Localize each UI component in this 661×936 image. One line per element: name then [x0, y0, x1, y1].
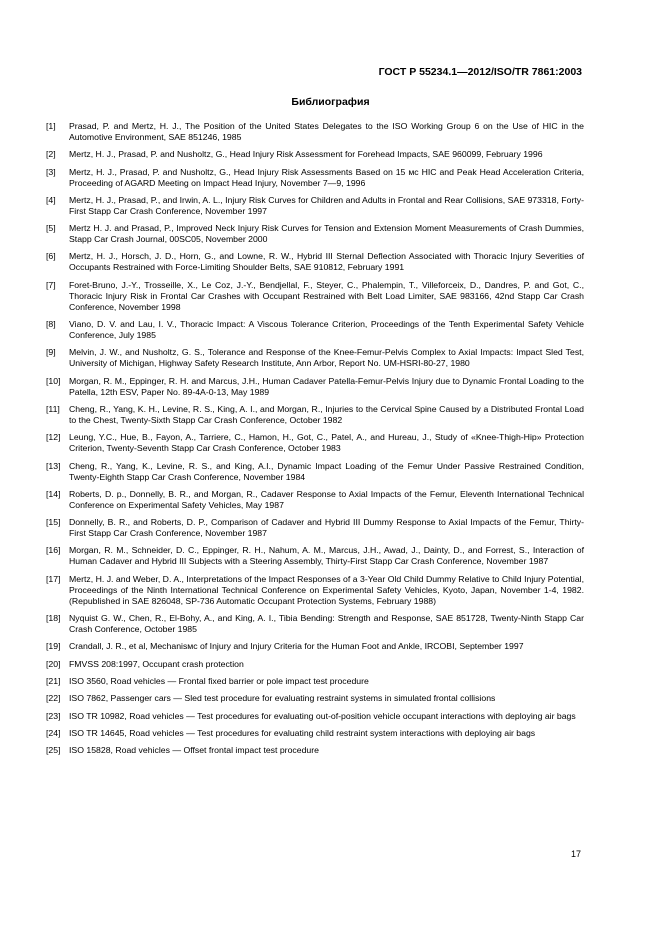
- reference-text: Mertz, H. J., Prasad, P., and Irwin, A. L., Injury Risk Curves for Children and Adults in Frontal and Rear Collisions, SAE 973318, Forty-First Stapp Car Crash Conference, November 1997: [69, 194, 584, 216]
- reference-number: [19]: [46, 641, 61, 652]
- reference-text: Cheng, R., Yang, K., Levine, R. S., and King, A.I., Dynamic Impact Loading of the Femur Under Passive Restrained Condition, Twenty-Eighth Stapp Car Crash Conference, November 1984: [69, 460, 584, 482]
- reference-number: [16]: [46, 545, 61, 556]
- reference-item: [46, 545, 584, 567]
- reference-text: Mertz, H. J., Prasad, P. and Nusholtz, G., Head Injury Risk Assessment for Forehead Impacts, SAE 960099, February 1996: [69, 149, 543, 160]
- reference-number: [22]: [46, 693, 61, 704]
- reference-item: [46, 728, 584, 739]
- reference-number: [11]: [46, 403, 60, 414]
- reference-text: Mertz, H. J., Horsch, J. D., Horn, G., and Lowne, R. W., Hybrid III Sternal Deflection Associated with Thoracic Injury Severities of Occupants Restrained with Force-Limiting Shoulder Belts, SAE 910812, February 1991: [69, 251, 584, 273]
- reference-number: [1]: [46, 121, 56, 131]
- reference-item: [46, 195, 584, 217]
- reference-text: ISO 7862, Passenger cars — Sled test procedure for evaluating restraint systems in simulated frontal collisions: [69, 693, 496, 704]
- reference-item: [46, 251, 584, 273]
- reference-number: [21]: [46, 675, 61, 686]
- reference-text: Melvin, J. W., and Nusholtz, G. S., Tolerance and Response of the Knee-Femur-Pelvis Complex to Axial Impacts: Impact Sled Test, University of Michigan, Highway Safety Research Institute, Ann Arbor, Report No. UM-HSRI-80-27, 1980: [69, 347, 584, 369]
- reference-text: Roberts, D. p., Donnelly, B. R., and Morgan, R., Cadaver Response to Axial Impacts of the Femur, Eleventh International Technical Conference on Experimental Safety Vehicles, May 1987: [69, 488, 584, 510]
- reference-item: [46, 432, 584, 454]
- reference-text: Viano, D. V. and Lau, I. V., Thoracic Impact: A Viscous Tolerance Criterion, Proceedings of the Tenth Experimental Safety Vehicle Conference, July 1985: [69, 319, 584, 341]
- reference-item: [46, 659, 584, 670]
- reference-text: ISO TR 10982, Road vehicles — Test procedures for evaluating out-of-position vehicle occupant interactions with deploying air bags: [69, 710, 576, 721]
- reference-text: Morgan, R. M., Schneider, D. C., Eppinger, R. H., Nahum, A. M., Marcus, J.H., Awad, J., Dainty, D., and Forrest, S., Interaction of Human Cadaver and Hybrid III Subjects with a Steering Assembly, Thirty-First Stapp Car Crash Conference, November 1987: [69, 545, 584, 567]
- reference-text: ISO 15828, Road vehicles — Offset frontal impact test procedure: [69, 745, 319, 756]
- reference-item: [46, 517, 584, 539]
- reference-item: [46, 711, 584, 722]
- reference-text: Leung, Y.C., Hue, B., Fayon, A., Tarriere, C., Hamon, H., Got, C., Patel, A., and Hureau, J., Study of «Knee-Thigh-Hip» Protection Criterion, Twenty-Seventh Stapp Car Crash Conference, October 1983: [69, 432, 584, 454]
- reference-number: [25]: [46, 745, 61, 756]
- reference-number: [6]: [46, 251, 56, 262]
- reference-text: Mertz, H. J., Prasad, P. and Nusholtz, G., Head Injury Risk Assessments Based on 15 мс HIC and Peak Head Acceleration Criteria, Proceeding of AGARD Meeting on Impact Head Injury, November 7—9, 1996: [69, 166, 584, 188]
- reference-text: Mertz, H. J. and Weber, D. A., Interpretations of the Impact Responses of a 3-Year Old Child Dummy Relative to Child Injury Potential, Proceedings of the Ninth International Technical Conference on Experimental Safety Vehicles, Kyoto, Japan, November 1-4, 1982. (Republished in SAE 826048, SP-736 Automatic Occupant Protection Systems, February 1988): [69, 573, 584, 606]
- reference-number: [12]: [46, 432, 61, 443]
- reference-number: [8]: [46, 319, 56, 330]
- reference-item: [46, 693, 584, 704]
- reference-item: [46, 319, 584, 341]
- reference-item: [46, 404, 584, 426]
- reference-text: ISO 3560, Road vehicles — Frontal fixed barrier or pole impact test procedure: [69, 675, 369, 686]
- reference-number: [2]: [46, 149, 56, 160]
- page-number: 17: [570, 849, 581, 859]
- reference-item: [46, 167, 584, 189]
- reference-text: Crandall, J. R., et al, Mechanisмс of Injury and Injury Criteria for the Human Foot and Ankle, IRCOBI, September 1997: [69, 641, 524, 652]
- reference-item: [46, 121, 584, 143]
- reference-number: [14]: [46, 488, 61, 499]
- reference-number: [9]: [46, 347, 56, 358]
- reference-number: [24]: [46, 727, 61, 738]
- reference-number: [17]: [46, 573, 61, 584]
- reference-item: [46, 461, 584, 483]
- reference-text: Prasad, P. and Mertz, H. J., The Position of the United States Delegates to the ISO Working Group 6 on the Use of HIC in the Automotive Environment, SAE 851246, 1985: [69, 121, 584, 142]
- reference-text: FMVSS 208:1997, Occupant crash protection: [69, 658, 244, 669]
- reference-number: [4]: [46, 194, 56, 205]
- reference-item: [46, 574, 584, 607]
- reference-number: [20]: [46, 658, 61, 669]
- reference-list: [46, 121, 584, 762]
- reference-item: [46, 676, 584, 687]
- reference-number: [23]: [46, 710, 61, 721]
- reference-number: [10]: [46, 375, 61, 386]
- reference-text: Nyquist G. W., Chen, R., El-Bohy, A., and King, A. I., Tibia Bending: Strength and Response, SAE 851728, Twenty-Ninth Stapp Car Crash Conference, October 1985: [69, 613, 584, 635]
- reference-item: [46, 280, 584, 313]
- reference-number: [18]: [46, 613, 61, 624]
- reference-number: [3]: [46, 166, 56, 177]
- reference-item: [46, 613, 584, 635]
- reference-number: [7]: [46, 279, 56, 290]
- document-header: ГОСТ Р 55234.1—2012/ISO/TR 7861:2003: [378, 66, 582, 78]
- reference-item: [46, 376, 584, 398]
- reference-item: [46, 347, 584, 369]
- reference-number: [15]: [46, 517, 61, 528]
- reference-item: [46, 149, 584, 160]
- reference-item: [46, 223, 584, 245]
- reference-text: Morgan, R. M., Eppinger, R. H. and Marcus, J.H., Human Cadaver Patella-Femur-Pelvis Injury due to Dynamic Frontal Loading to the Patella, 12th ESV, Paper No. 89-4A-0-13, May 1989: [69, 375, 584, 397]
- reference-text: Mertz H. J. and Prasad, P., Improved Neck Injury Risk Curves for Tension and Extension Moment Measurements of Crash Dummies, Stapp Car Crash Journal, 00SC05, November 2000: [69, 223, 584, 245]
- reference-text: ISO TR 14645, Road vehicles — Test procedures for evaluating child restraint system interactions with deploying air bags: [69, 727, 536, 738]
- reference-text: Cheng, R., Yang, K. H., Levine, R. S., King, A. I., and Morgan, R., Injuries to the Cervical Spine Caused by a Distributed Frontal Load to the Chest, Twenty-Sixth Stapp Car Crash Conference, October 1982: [69, 403, 584, 425]
- reference-item: [46, 745, 584, 756]
- reference-text: Foret-Bruno, J.-Y., Trosseille, X., Le Coz, J.-Y., Bendjellal, F., Steyer, C., Phalempin, T., Villeforceix, D., Dandres, P. and Got, C., Thoracic Injury Risk in Frontal Car Crashes with Occupant Restrained with Belt Load Limiter, SAE 983166, 42nd Stapp Car Crash Conference, November 1998: [69, 279, 584, 312]
- reference-text: Donnelly, B. R., and Roberts, D. P., Comparison of Cadaver and Hybrid III Dummy Response to Axial Impacts of the Femur, Thirty-First Stapp Car Crash Conference, November 1987: [69, 517, 584, 539]
- reference-item: [46, 641, 584, 652]
- reference-number: [5]: [46, 223, 56, 234]
- reference-number: [13]: [46, 460, 61, 471]
- reference-item: [46, 489, 584, 511]
- bibliography-title: Библиография: [291, 96, 370, 108]
